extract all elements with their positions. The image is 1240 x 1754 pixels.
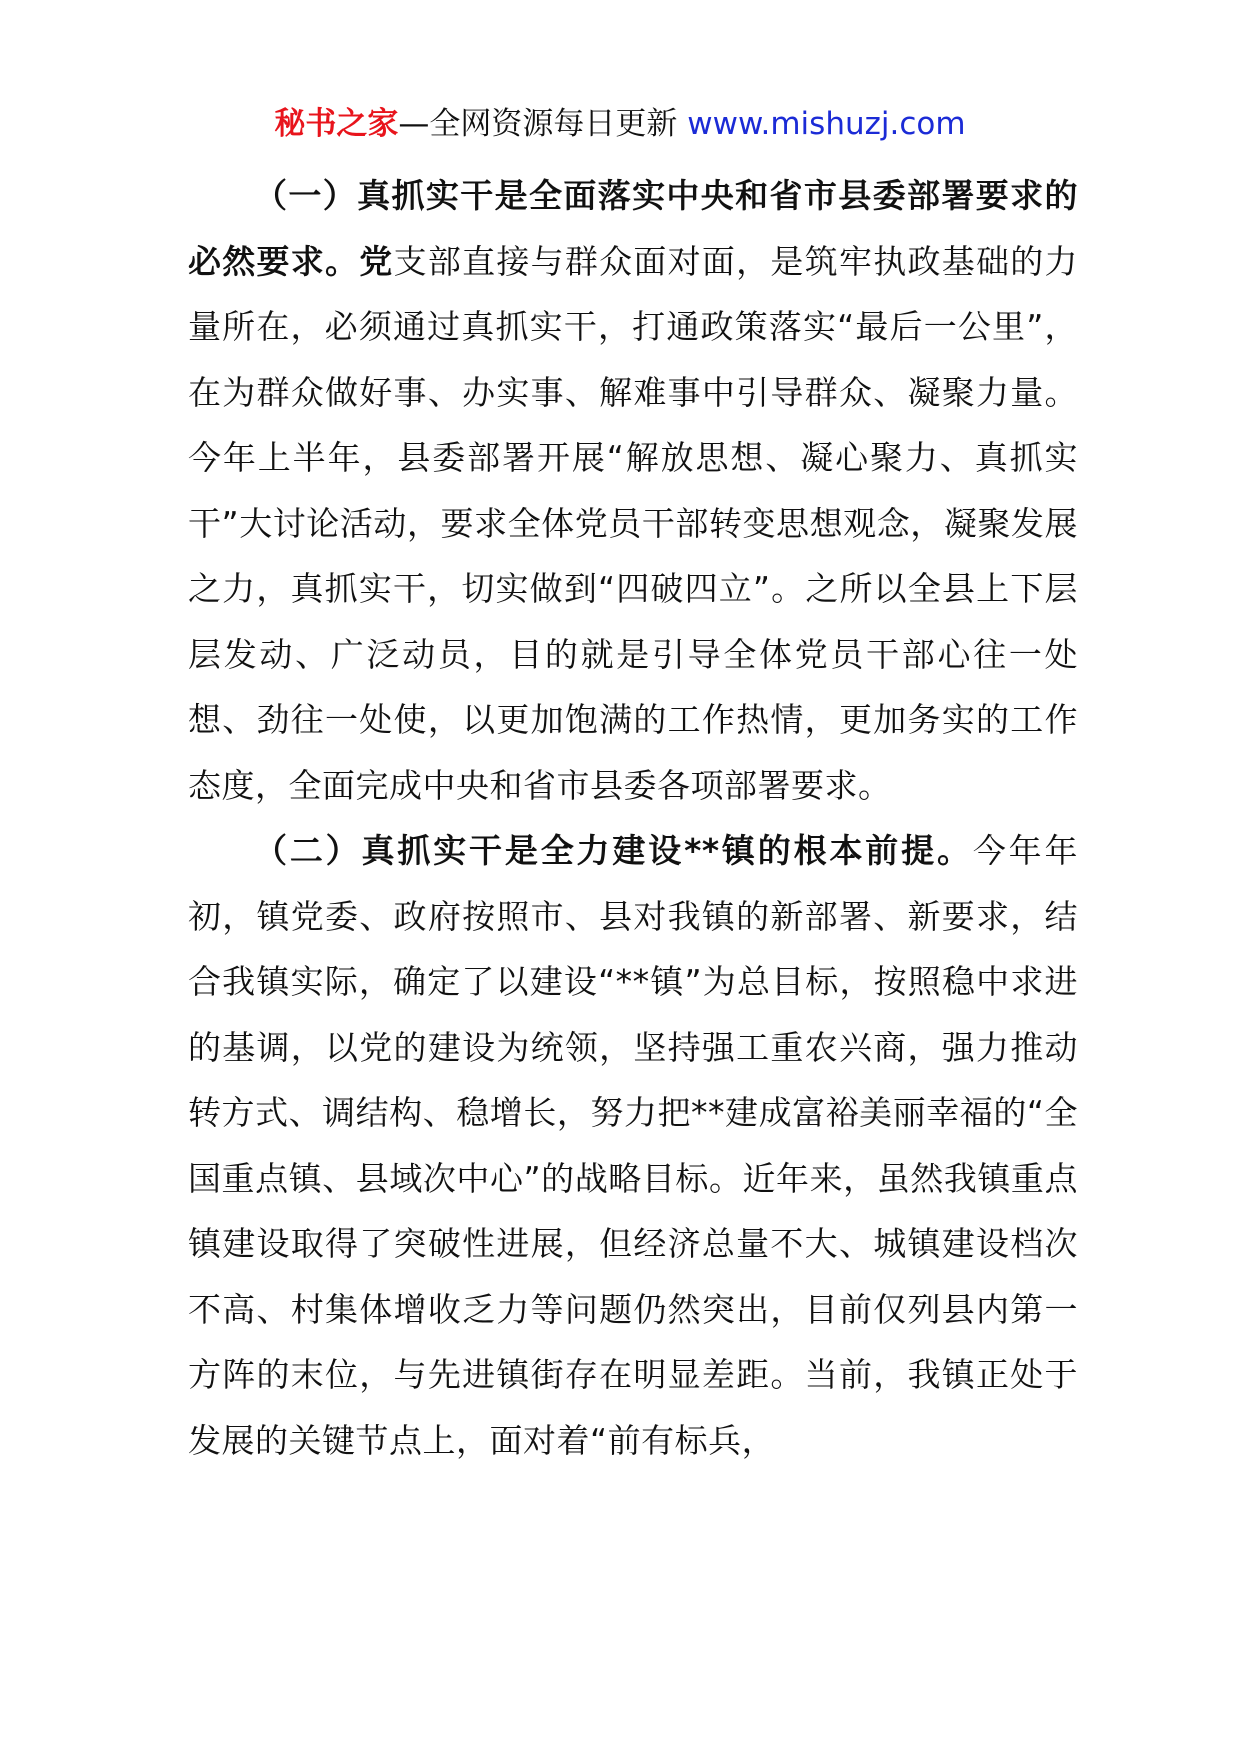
paragraph-2-text: 今年年初，镇党委、政府按照市、县对我镇的新部署、新要求，结合我镇实际，确定了以建设“**镇”为总目标，按照稳中求进的基调，以党的建设为统领，坚持强工重农兴商，强力推动转方式、调结构、稳增长，努力把**建成富裕美丽幸福的“全国重点镇、县域次中心”的战略目标。近年来，虽然我镇重点镇建设取得了突破性进展，但经济总量不大、城镇建设档次不高、村集体增收乏力等问题仍然突出，目前仅列县内第一方阵的末位，与先进镇街存在明显差距。当前，我镇正处于发展的关键节点上，面对着“前有标兵， [188,831,1079,1460]
paragraph-1 [188,163,1078,818]
paragraph-1-heading: （一）真抓实干是全面落实中央和省市县委部署要求的必然要求。党 [188,176,1078,281]
document-body [188,163,1078,1473]
header-tagline: —全网资源每日更新 [398,106,688,142]
paragraph-2 [188,818,1078,1473]
paragraph-1-text: 支部直接与群众面对面，是筑牢执政基础的力量所在，必须通过真抓实干，打通政策落实“最后一公里”，在为群众做好事、办实事、解难事中引导群众、凝聚力量。今年上半年，县委部署开展“解放思想、凝心聚力、真抓实干”大讨论活动，要求全体党员干部转变思想观念，凝聚发展之力，真抓实干，切实做到“四破四立”。之所以全县上下层层发动、广泛动员，目的就是引导全体党员干部心往一处想、劲往一处使，以更加饱满的工作热情，更加务实的工作态度，全面完成中央和省市县委各项部署要求。 [188,241,1079,805]
site-header [0,102,1240,146]
paragraph-2-heading: （二）真抓实干是全力建设**镇的根本前提。 [254,831,973,870]
brand-name: 秘书之家 [274,106,399,142]
site-url-link[interactable]: www.mishuzj.com [687,106,966,142]
